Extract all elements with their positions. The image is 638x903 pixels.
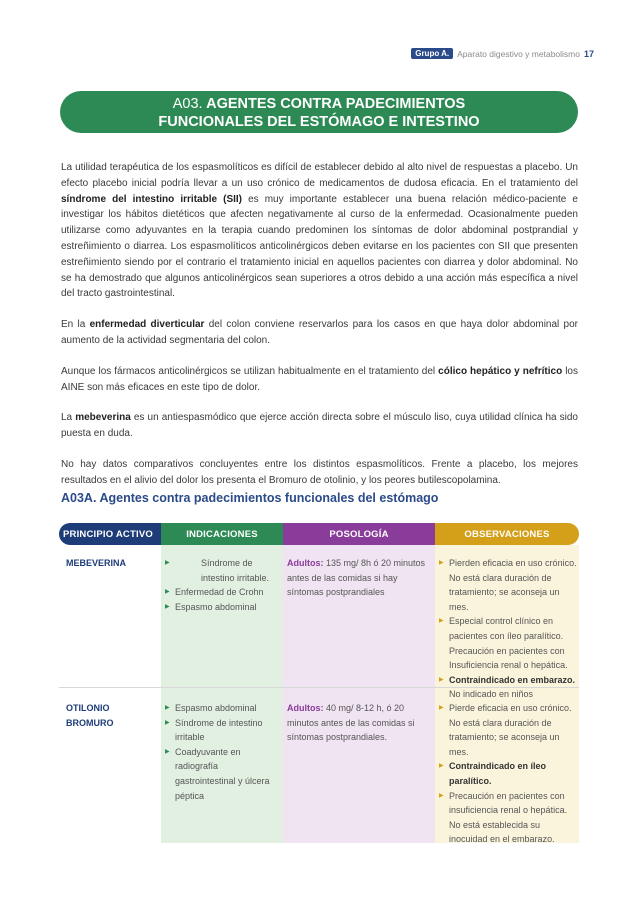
table-header bbox=[59, 523, 579, 545]
obs-bold: Contraindicado en íleo paralítico. bbox=[449, 761, 547, 786]
row-divider bbox=[59, 687, 579, 688]
subhead-code: A03A. bbox=[61, 491, 97, 505]
p2-text-a: En la bbox=[61, 319, 90, 331]
list-item: ▶ Síndrome de intestino irritable bbox=[165, 716, 277, 745]
header-indicaciones: INDICACIONES bbox=[161, 523, 283, 545]
chapter-banner bbox=[60, 91, 578, 133]
paragraph-1 bbox=[61, 160, 578, 302]
obs-bold: Contraindicado en embarazo. bbox=[449, 674, 576, 685]
dose-lead: Adultos: bbox=[287, 558, 324, 568]
paragraph-4 bbox=[61, 410, 578, 442]
header-observaciones: OBSERVACIONES bbox=[435, 523, 579, 545]
list-item: ▶ Pierde eficacia en uso crónico. No está clara duración de tratamiento; se aconseja un mes. bbox=[439, 701, 577, 759]
intro-text bbox=[61, 160, 578, 504]
dose-text: 135 mg/ 8h ó 20 minutos antes de las comidas si hay síntomas postprandiales bbox=[287, 558, 426, 598]
list-item: ▶ Precaución en pacientes con insuficiencia renal o hepática. No está establecida su inocuidad en el embarazo. bbox=[439, 789, 577, 847]
p2-text-c: del colon conviene reservarlos para los casos en que haya dolor abdominal por aumento de la actividad segmentaria del colon. bbox=[61, 319, 579, 346]
posologia-cell bbox=[287, 556, 433, 600]
principio-line1: OTILONIO bbox=[66, 703, 110, 713]
list-item: ▶ Síndrome de intestino irritable. bbox=[165, 556, 277, 585]
banner-code: A03. bbox=[172, 96, 203, 112]
list-item: ▶ Enfermedad de Crohn bbox=[165, 585, 277, 600]
p1-text-a: La utilidad terapéutica de los espasmolíticos es difícil de establecer debido al alto nivel de respuestas a placebo. Un efecto placebo inicial podría llevar a un uso crónico de medicamentos de dudosa eficacia. En el tratamiento del bbox=[61, 162, 578, 189]
indicaciones-cell bbox=[165, 701, 277, 803]
observaciones-cell bbox=[439, 556, 577, 702]
principio-line2: BROMURO bbox=[66, 717, 114, 728]
section-subheading bbox=[61, 491, 438, 505]
group-badge: Grupo A. bbox=[411, 48, 453, 59]
p1-bold: síndrome del intestino irritable (SII) bbox=[61, 193, 242, 205]
list-item bbox=[439, 759, 577, 788]
paragraph-5: No hay datos comparativos concluyentes entre los distintos espasmolíticos. Frente a placebo, los mejores resultados en el alivio del dolor los presenta el Bromuro de otolinio, y los peores butilescopolamina. bbox=[61, 458, 578, 486]
list-item: ▶ Pierden eficacia en uso crónico. No está clara duración de tratamiento; se aconseja un mes. bbox=[439, 556, 577, 614]
dose-lead: Adultos: bbox=[287, 703, 324, 713]
list-item: ▶ Coadyuvante en radiografía gastrointestinal y úlcera péptica bbox=[165, 745, 277, 803]
header-posologia: POSOLOGÍA bbox=[283, 523, 435, 545]
dose-text: 40 mg/ 8-12 h, ó 20 minutos antes de las comidas si síntomas postprandiales. bbox=[287, 703, 415, 743]
indicaciones-cell bbox=[165, 556, 277, 614]
p1-text-c: es muy importante establecer una buena relación médico-paciente e investigar los hábitos dietéticos que afecten negativamente al curso de la enfermedad. Ocasionalmente pueden utilizarse como adyuvantes en la terapia cuando predominen los síntomas de dolor abdominal postprandial y estreñimiento o diarrea. Los espasmolíticos anticolinérgicos deben evitarse en los pacientes con SII que presenten estreñimiento siendo por el contrario el tratamiento inicial en aquellos pacientes con diarrea y dolor abdominal. No se ha demostrado que algunos anticolinérgicos sean superiores a otros debido a una acción más específica a nivel del tracto gastrointestinal. bbox=[61, 193, 578, 300]
section-name: Aparato digestivo y metabolismo bbox=[457, 48, 580, 59]
subhead-title: Agentes contra padecimientos funcionales del estómago bbox=[99, 491, 439, 505]
p3-text-a: Aunque los fármacos anticolinérgicos se utilizan habitualmente en el tratamiento del bbox=[61, 365, 439, 377]
p2-bold: enfermedad diverticular bbox=[89, 319, 205, 331]
p4-bold: mebeverina bbox=[75, 412, 131, 424]
observaciones-cell bbox=[439, 701, 577, 847]
banner-line2: FUNCIONALES DEL ESTÓMAGO E INTESTINO bbox=[158, 114, 480, 130]
posologia-cell bbox=[287, 701, 433, 745]
obs-rest: No indicado en niños bbox=[449, 689, 534, 700]
page-header bbox=[411, 48, 594, 59]
paragraph-3 bbox=[61, 364, 578, 396]
principio-cell bbox=[66, 701, 158, 730]
list-item: ▶ Especial control clínico en pacientes con íleo paralítico. Precaución en pacientes con Insuficiencia renal o hepática. bbox=[439, 614, 577, 672]
page-number: 17 bbox=[583, 48, 594, 59]
list-item: ▶ Espasmo abdominal bbox=[165, 701, 277, 716]
banner-line1: AGENTES CONTRA PADECIMIENTOS bbox=[206, 96, 466, 112]
p3-text-c: los AINE son más eficaces en este tipo de dolor. bbox=[61, 365, 578, 393]
p4-text-a: La bbox=[61, 412, 76, 424]
principio-cell: MEBEVERINA bbox=[66, 558, 127, 568]
paragraph-2 bbox=[61, 317, 578, 349]
p3-bold: cólico hepático y nefrítico bbox=[438, 365, 563, 377]
header-principio: PRINCIPIO ACTIVO bbox=[59, 523, 161, 545]
list-item: ▶ Espasmo abdominal bbox=[165, 600, 277, 615]
p4-text-c: es un antiespasmódico que ejerce acción directa sobre el músculo liso, cuya utilidad clínica ha sido puesta en duda. bbox=[61, 412, 578, 440]
